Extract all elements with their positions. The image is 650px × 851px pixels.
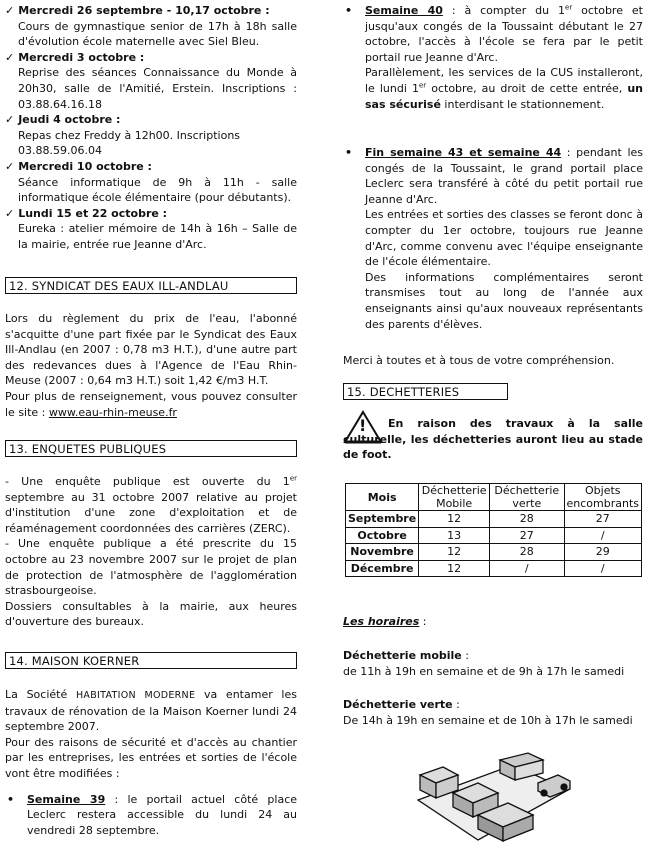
warning-symbol: ! [359, 416, 367, 435]
event-item [5, 112, 297, 159]
mobile-hours: Déchetterie mobile : de 11h à 19h en semaine et de 9h à 17h le samedi [343, 649, 625, 678]
event-date: Jeudi 4 octobre : [18, 113, 121, 127]
table-row: Décembre 12 / / [346, 560, 642, 577]
bullet-week-43: • Fin semaine 43 et semaine 44 : pendant les congés de la Toussaint, le grand portail place Leclerc sera transféré à côté du petit portail rue Jeanne d'Arc. [345, 146, 643, 206]
check-icon: ✓ [5, 113, 15, 127]
dechetterie-table [345, 483, 642, 577]
inquiry-1: - Une enquête publique est ouverte du 1er septembre au 31 octobre 2007 relative au projet d'institution d'une zone d'exploitation et de réaménagement coordonnées des carrières (ZERC). [5, 474, 297, 535]
event-date: Mercredi 10 octobre : [18, 159, 152, 173]
inquiry-note: Dossiers consultables à la mairie, aux heures d'ouverture des bureaux. [5, 599, 297, 629]
week-43-block [343, 145, 643, 332]
warning-block [343, 410, 643, 463]
section-12-header: 12. SYNDICAT DES EAUX ILL-ANDLAU [5, 277, 297, 294]
table-row: Novembre 12 28 29 [346, 544, 642, 561]
bullet-week-39: • Semaine 39 : le portail actuel côté place Leclerc restera accessible du lundi 24 au vendredi 28 septembre. [7, 792, 298, 837]
event-text: Repas chez Freddy à 12h00. Inscriptions 03.88.59.06.04 [18, 128, 241, 158]
table-row: Septembre 12 28 27 [346, 511, 642, 528]
section-13-body [5, 474, 297, 630]
events-list [5, 3, 297, 253]
table-row: Octobre 13 27 / [346, 527, 642, 544]
company-name: HABITATION MODERNE [75, 690, 196, 701]
bullet-icon: • [345, 4, 353, 17]
check-icon: ✓ [5, 50, 15, 64]
column-header: Objets encombrants [564, 484, 641, 511]
event-text: Séance informatique de 9h à 11h - salle informatique école élémentaire (pour débutants). [18, 175, 297, 205]
event-date: Mercredi 3 octobre : [18, 50, 145, 64]
thanks-text: Merci à toutes et à tous de votre compréhension. [343, 354, 615, 367]
horaires-heading: Les horaires : [343, 615, 427, 628]
section-14-header: 14. MAISON KOERNER [5, 652, 297, 669]
koerner-intro: La Société HABITATION MODERNE va entamer les travaux de rénovation de la Maison Koerner lundi 24 septembre 2007. [5, 688, 297, 734]
week-40-block [343, 3, 643, 112]
website-link[interactable]: www.eau-rhin-meuse.fr [48, 405, 177, 419]
verte-hours: Déchetterie verte : De 14h à 19h en semaine et de 10h à 17h le samedi [343, 698, 633, 727]
koerner-access: Pour des raisons de sécurité et d'accès au chantier par les entreprises, les entrées et sorties de l'école vont être modifiées : [5, 735, 297, 780]
bullet-icon: • [7, 792, 15, 806]
event-text: Eureka : atelier mémoire de 14h à 16h – Salle de la mairie, entrée rue Jeanne d'Arc. [18, 222, 297, 251]
column-header: Déchetterie Mobile [419, 484, 490, 511]
entries-paragraph: Les entrées et sorties des classes se feront donc à compter du 1er octobre, toujours rue Jeanne d'Arc, comme convenu avec l'équipe enseignante de l'école élémentaire. [365, 208, 643, 269]
event-item [5, 159, 297, 206]
section-14-body [5, 687, 297, 838]
event-date: Mercredi 26 septembre - 10,17 octobre : [18, 4, 270, 17]
check-icon: ✓ [5, 159, 15, 173]
bullet-week-40: • Semaine 40 : à compter du 1er octobre et jusqu'aux congés de la Toussaint débutant le 27 octobre, l'accès à l'école se fera par le petit portail rue Jeanne d'Arc. [345, 3, 643, 64]
column-header: Mois [346, 484, 419, 511]
event-item [5, 50, 297, 112]
event-date: Lundi 15 et 22 octobre : [18, 206, 168, 220]
water-price-text: Lors du règlement du prix de l'eau, l'abonné s'acquitte d'une part fixée par le Syndicat des Eaux Ill-Andlau (en 2007 : 0,78 m3 H.T.), d'une autre part des redevances dues à l'Agence de l'Eau Rhin-Meuse (2007 : 0,64 m3 H.T.) soit 1,42 €/m3 H.T. [5, 312, 297, 388]
inquiry-2: - Une enquête publique a été prescrite du 15 octobre au 23 novembre 2007 sur le projet de plan de protection de l'atmosphère de l'agglomération strasbourgeoise. [5, 537, 297, 598]
bullet-icon: • [345, 146, 353, 159]
dechetterie-illustration [408, 745, 573, 845]
info-paragraph: Des informations complémentaires seront transmises tout au long de l'année aux enseignants ainsi qu'aux nouveaux représentants des parents d'élèves. [365, 270, 643, 331]
section-15-header: 15. DECHETTERIES [343, 383, 508, 400]
event-item [5, 206, 297, 253]
event-item [5, 3, 297, 50]
cus-paragraph: Parallèlement, les services de la CUS installeront, le lundi 1er octobre, au droit de cette entrée, un sas sécurisé interdisant le stationnement. [365, 66, 643, 111]
info-text: Pour plus de renseignement, vous pouvez consulter le site : [5, 389, 297, 419]
dechetterie-intro: En raison des travaux à la salle culturelle, les déchetteries auront lieu au stade de foot. [343, 417, 643, 462]
check-icon: ✓ [5, 4, 15, 17]
column-header: Déchetterie verte [490, 484, 564, 511]
event-text: Reprise des séances Connaissance du Monde à 20h30, salle de l'Amitié, Erstein. Inscriptions : 03.88.64.16.18 [18, 66, 297, 111]
check-icon: ✓ [5, 206, 15, 220]
event-text: Cours de gymnastique senior de 17h à 18h salle d'évolution école maternelle avec Siel Bleu. [18, 19, 297, 49]
table-header-row [346, 484, 642, 511]
section-13-header: 13. ENQUETES PUBLIQUES [5, 440, 297, 457]
section-12-body [5, 311, 297, 420]
